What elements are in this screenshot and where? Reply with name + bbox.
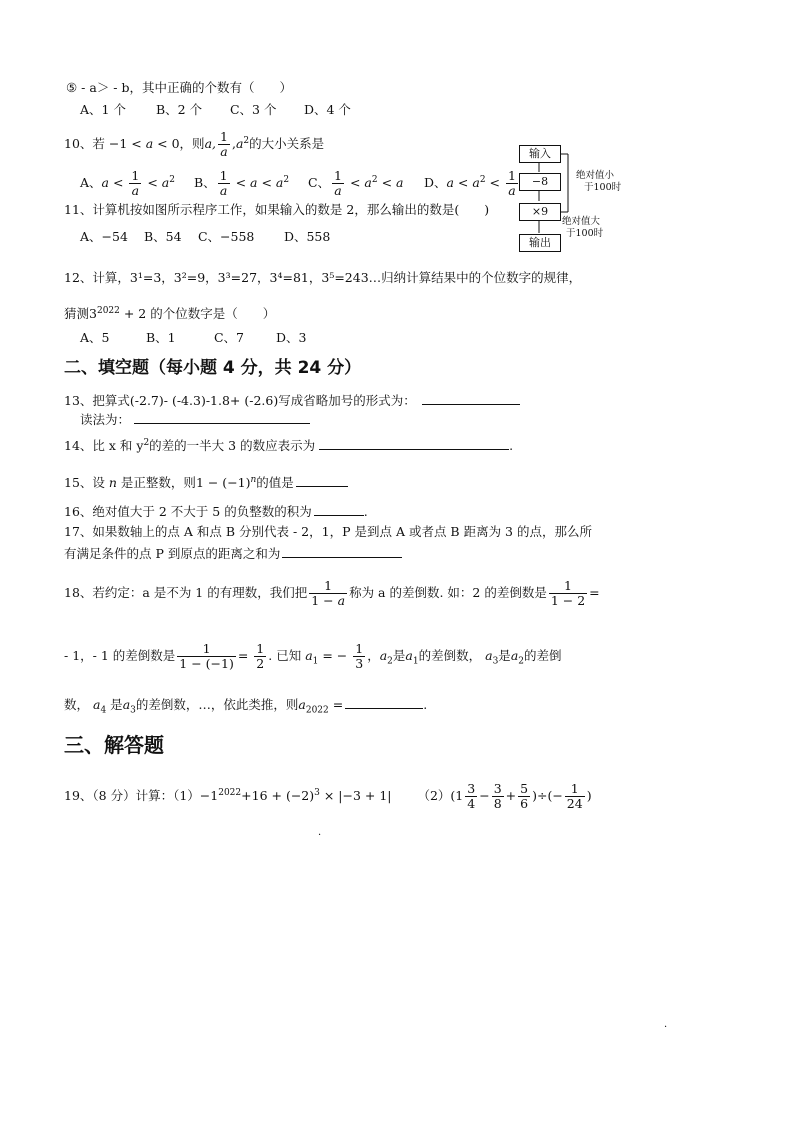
q18-line-1: 18、若约定：a 是不为 1 的有理数，我们把 $\frac{1}{1 - a}$ 称为 a 的差倒数. 如：2 的差倒数是 $\frac{1}{1 - 2}$ = [64, 578, 600, 608]
q12-options [80, 330, 306, 346]
q14-answer-blank[interactable] [319, 437, 509, 450]
q10-option-a: A、a < $\frac{1}{a}$ < $a^2$ [80, 168, 175, 198]
q10-option-d: D、$a < a^2$ < $\frac{1}{a}$ [423, 168, 516, 198]
q10-statement: 10、若 −1 < a < 0，则a, $\frac{1}{a}$ $,a^2$的大小关系是 [64, 129, 325, 159]
flowchart-note-small-1: 绝对值小 [576, 170, 615, 181]
q11-option-b: B、54 [143, 229, 182, 244]
q8-statement: ⑤ - a＞ - b，其中正确的个数有（ ） [66, 80, 293, 95]
q15-answer-blank[interactable] [296, 474, 348, 487]
q17-line-1: 17、如果数轴上的点 A 和点 B 分别代表 - 2，1，P 是到点 A 或者点 B 距离为 3 的点，那么所 [64, 524, 592, 539]
q18-answer-blank[interactable] [345, 696, 423, 709]
q8-option-a: A、1 个 [80, 102, 126, 117]
q13-read-label: 读法为： [80, 412, 131, 427]
q19-frac-5-6: $\frac{5}{6}$ [520, 781, 529, 811]
q16-answer-blank[interactable] [314, 503, 364, 516]
q13-answer-blank[interactable] [422, 392, 520, 405]
flowchart-multiply-box: ×9 [519, 203, 561, 221]
q10-text-pre: 若 −1 < [92, 136, 146, 151]
q10-frac-1-over-a: $\frac{1}{a}$ [220, 129, 228, 159]
q18-frac-example: $\frac{1}{1 - 2}$ [550, 578, 586, 608]
q10-option-c: C、 $\frac{1}{a}$ < $a^2 < a$ [307, 168, 404, 198]
q14-statement: 14、比 x 和 $y^2$的差的一半大 3 的数应表示为 . [64, 437, 514, 453]
flowchart-note-big-2: 于100时 [566, 228, 604, 239]
q18-frac-half: $\frac{1}{2}$ [256, 641, 265, 671]
flowchart-input-box: 输入 [519, 145, 561, 163]
q12-guess-pre: 猜测 [64, 306, 90, 321]
q12-guess-post: + 2 的个位数字是（ ） [119, 306, 276, 321]
q12-option-b: B、1 [145, 330, 176, 345]
q12-guess: 猜测$3^{2022} + 2$ 的个位数字是（ ） [64, 305, 276, 321]
q11-option-a: A、−54 [80, 229, 128, 244]
q17-line-2: 有满足条件的点 P 到原点的距离之和为 [64, 545, 402, 562]
q8-option-b: B、2 个 [155, 102, 203, 117]
q12-option-d: D、3 [275, 330, 307, 345]
q10-var-a: a [145, 136, 154, 151]
q10-text-post: 的大小关系是 [249, 136, 325, 151]
q8-option-c: C、3 个 [229, 102, 277, 117]
q11-statement: 11、计算机按如图所示程序工作，如果输入的数是 2，那么输出的数是( ) [64, 202, 490, 217]
q19-frac-3-4: $\frac{3}{4}$ [467, 781, 476, 811]
scan-speck: · [318, 830, 322, 841]
q19-frac-3-8: $\frac{3}{8}$ [493, 781, 502, 811]
q19-frac-1-24: $\frac{1}{24}$ [566, 781, 583, 811]
q15-statement: 15、设 n 是正整数，则$1 - (-1)^n$的值是 [64, 474, 348, 491]
q11-option-d: D、558 [283, 229, 331, 244]
q16-statement: 16、绝对值大于 2 不大于 5 的负整数的积为 . [64, 504, 368, 519]
q17-answer-blank[interactable] [282, 545, 402, 558]
flowchart-output-box: 输出 [519, 234, 561, 252]
q19-statement: 19、（8 分）计算：$(1)-1^{2022}+16 + (-2)^3 \times |-3 + 1|$ （2）(1 $\frac{3}{4}$ − $\frac{3}{8}$ + $\frac{5}{6}$ )÷(− $\frac{1}{24}$ ) [64, 781, 592, 811]
q15-var-n: n [108, 475, 117, 490]
section-title-fill-in: 二、填空题（每小题 4 分，共 24 分） [64, 358, 362, 378]
q11-options [80, 229, 330, 245]
q13-read [80, 411, 310, 428]
q18-line-3: 数， $a_4$ 是$a_3$的差倒数，…，依此类推，则$a_{2022}$ = . [64, 697, 428, 716]
q18-line-2: - 1，- 1 的差倒数是 $\frac{1}{1 - (-1)}$ = $\frac{1}{2}$ . 已知 $a_1$ = − $\frac{1}{3}$ ，$a_2$是$a_1$的差倒数， $a_3$是$a_2$的差倒 [64, 641, 562, 671]
q10-number: 10、 [64, 136, 93, 151]
section-title-solve: 三、解答题 [64, 733, 164, 757]
q10-text-mid: < 0，则 [153, 136, 205, 151]
q18-frac-a1: $\frac{1}{3}$ [355, 641, 364, 671]
q14-text-post: 的差的一半大 3 的数应表示为 [149, 438, 316, 453]
q13-text: 13、把算式(-2.7)- (-4.3)-1.8+ (-2.6)写成省略加号的形式为： [64, 393, 416, 408]
q10-list: a, [204, 136, 216, 151]
q12-statement: 12、计算，3¹=3，3²=9，3³=27，3⁴=81，3⁵=243…归纳计算结果中的个位数字的规律， [64, 270, 582, 285]
q12-option-c: C、7 [213, 330, 244, 345]
q8-options [80, 102, 351, 118]
flowchart-note-small-2: 于100时 [584, 182, 622, 193]
flowchart-subtract-box: −8 [519, 173, 561, 191]
q18-frac-example-2: $\frac{1}{1 - (-1)}$ [179, 641, 234, 671]
q10-options [80, 165, 520, 201]
q13-read-blank[interactable] [134, 411, 310, 424]
q11-option-c: C、−558 [197, 229, 255, 244]
scan-speck: · [664, 1022, 668, 1033]
q13-statement [64, 392, 520, 409]
flowchart-note-big-1: 绝对值大 [562, 216, 601, 227]
q14-text-pre: 14、比 x 和 y [64, 438, 144, 453]
q18-frac-definition: $\frac{1}{1 - a}$ [311, 578, 346, 608]
q8-option-d: D、4 个 [303, 102, 351, 117]
q12-option-a: A、5 [80, 330, 110, 345]
q10-option-b: B、 $\frac{1}{a}$ < $a < a^2$ [193, 168, 290, 198]
